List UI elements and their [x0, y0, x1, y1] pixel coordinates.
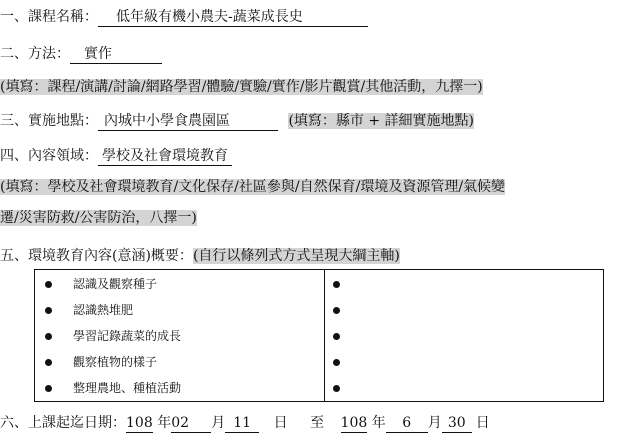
date-label: 六、上課起迄日期：: [0, 415, 126, 431]
bullet-icon: [45, 385, 52, 392]
bullet-icon: [333, 281, 340, 288]
domain-label: 四、內容領域：: [0, 148, 98, 164]
end-year: 108: [340, 415, 368, 431]
method-label: 二、方法：: [0, 46, 70, 62]
bullet-icon: [333, 385, 340, 392]
start-year: 108: [126, 415, 153, 431]
empty-outline-item: [325, 375, 603, 401]
outline-item: 認識熱堆肥: [35, 297, 324, 323]
outline-row: [0, 245, 400, 267]
end-month: 6: [386, 414, 428, 433]
bullet-icon: [45, 359, 52, 366]
start-month: 02: [171, 414, 211, 433]
outline-item: 認識及觀察種子: [35, 271, 324, 297]
outline-left-column: [35, 270, 325, 402]
method-value: 實作: [70, 45, 162, 64]
domain-instructions-line2: 遷/災害防救/公害防治，八擇一): [0, 210, 197, 226]
outline-note: (自行以條列式方式呈現大綱主軸): [192, 248, 400, 264]
bullet-icon: [333, 359, 340, 366]
method-row: [0, 43, 162, 65]
start-day: 11: [225, 414, 259, 433]
bullet-icon: [333, 333, 340, 340]
location-label: 三、實施地點：: [0, 113, 98, 129]
location-value: 內城中小學食農園區: [98, 112, 278, 131]
outline-item: 整理農地、種植活動: [35, 375, 324, 401]
empty-outline-item: [325, 349, 603, 375]
empty-outline-item: [325, 297, 603, 323]
outline-item: 觀察植物的樣子: [35, 349, 324, 375]
domain-value: 學校及社會環境教育: [98, 147, 232, 166]
course-name-value: 低年級有機小農夫-蔬菜成長史: [98, 8, 368, 27]
bullet-icon: [333, 307, 340, 314]
outline-item: 學習記錄蔬菜的成長: [35, 323, 324, 349]
outline-table: [34, 269, 604, 402]
course-name-label: 一、課程名稱：: [0, 9, 98, 25]
outline-label: 五、環境教育內容(意涵)概要：: [0, 248, 193, 264]
bullet-icon: [45, 333, 52, 340]
end-day: 30: [442, 414, 472, 433]
outline-right-column: [325, 270, 604, 402]
bullet-icon: [45, 307, 52, 314]
date-row: 六、上課起迄日期：108 年02 月 11 日 至 108 年 6 月 30 日: [0, 415, 490, 431]
empty-outline-item: [325, 323, 603, 349]
course-name-row: [0, 6, 368, 28]
empty-outline-item: [325, 271, 603, 297]
domain-instructions-line1: (填寫：學校及社會環境教育/文化保存/社區參與/自然保育/環境及資源管理/氣候變: [0, 179, 506, 195]
location-note: (填寫：縣市 + 詳細實施地點): [288, 113, 475, 129]
bullet-icon: [45, 281, 52, 288]
domain-row: [0, 145, 232, 167]
method-instructions: (填寫：課程/演講/討論/網路學習/體驗/實驗/實作/影片觀賞/其他活動，九擇一): [0, 79, 483, 95]
location-row: [0, 110, 474, 132]
